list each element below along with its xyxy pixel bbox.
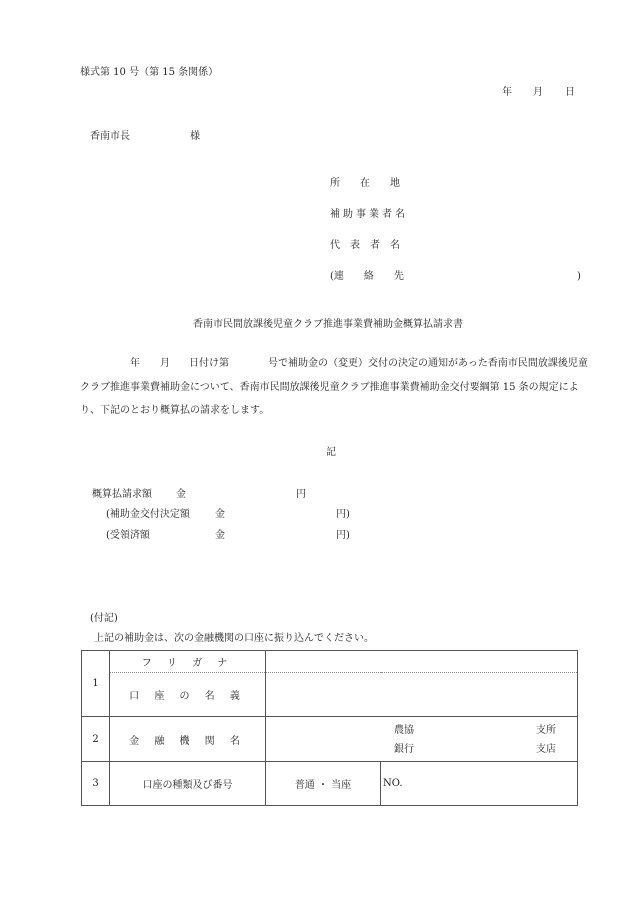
amount-received-yen: 円) bbox=[336, 530, 350, 541]
amount-decision-kin: 金 bbox=[215, 509, 225, 520]
account-name-field[interactable] bbox=[266, 673, 578, 717]
date-day: 日 bbox=[565, 87, 575, 98]
amount-received-label: (受領済額 bbox=[106, 530, 150, 541]
amount-received-kin: 金 bbox=[215, 530, 225, 541]
nokyo-label: 農協 bbox=[394, 725, 414, 736]
body-month: 月 bbox=[160, 358, 170, 369]
ginko-label: 銀行 bbox=[394, 744, 414, 755]
row1-number: 1 bbox=[82, 651, 110, 717]
row3-number: 3 bbox=[82, 762, 110, 806]
account-type-field[interactable]: 普通 ・ 当座 bbox=[266, 762, 381, 806]
furigana-label: フ リ ガ ナ bbox=[110, 651, 266, 673]
date-year: 年 bbox=[502, 87, 512, 98]
contact-close: ) bbox=[577, 271, 581, 282]
addressee-honorific: 様 bbox=[190, 131, 200, 142]
amount-request-label: 概算払請求額 bbox=[92, 489, 152, 500]
bank-account-table bbox=[81, 650, 578, 806]
amount-decision-yen: 円) bbox=[336, 509, 350, 520]
row2-number: 2 bbox=[82, 717, 110, 762]
body-year: 年 bbox=[130, 358, 140, 369]
business-name-label: 補助事業者名 bbox=[330, 209, 408, 220]
representative-label: 代 表 者 名 bbox=[330, 240, 400, 251]
body-line2: クラブ推進事業費補助金について、香南市民間放課後児童クラブ推進事業費補助金交付要綱第 15 条の規定によ bbox=[80, 382, 579, 393]
ki-heading: 記 bbox=[326, 447, 336, 458]
note-heading: (付記) bbox=[90, 613, 118, 624]
account-name-label: 口 座 の 名 義 bbox=[110, 673, 266, 717]
shisho-label: 支所 bbox=[536, 725, 556, 736]
contact-label: (連 絡 先 bbox=[330, 271, 404, 282]
note-text: 上記の補助金は、次の金融機関の口座に振り込んでください。 bbox=[94, 633, 374, 644]
document-title: 香南市民間放課後児童クラブ推進事業費補助金概算払請求書 bbox=[193, 319, 463, 330]
addressee-name: 香南市長 bbox=[90, 131, 130, 142]
body-date-number: 日付け第 bbox=[189, 358, 229, 369]
account-number-field[interactable]: NO. bbox=[381, 762, 578, 806]
amount-request-kin: 金 bbox=[176, 489, 186, 500]
body-line3: り、下記のとおり概算払の請求をします。 bbox=[80, 405, 270, 416]
date-month: 月 bbox=[533, 87, 543, 98]
amount-request-yen: 円 bbox=[296, 489, 306, 500]
furigana-field[interactable] bbox=[266, 651, 578, 673]
bank-name-label: 金 融 機 関 名 bbox=[110, 717, 266, 762]
account-type-label: 口座の種類及び番号 bbox=[110, 762, 266, 806]
bank-name-field[interactable] bbox=[266, 717, 578, 762]
location-label: 所 在 地 bbox=[330, 178, 400, 189]
shiten-label: 支店 bbox=[536, 744, 556, 755]
body-line1: 号で補助金の（変更）交付の決定の通知があった香南市民間放課後児童 bbox=[268, 358, 588, 369]
amount-decision-label: (補助金交付決定額 bbox=[106, 509, 190, 520]
form-number: 様式第 10 号（第 15 条関係） bbox=[80, 67, 219, 78]
